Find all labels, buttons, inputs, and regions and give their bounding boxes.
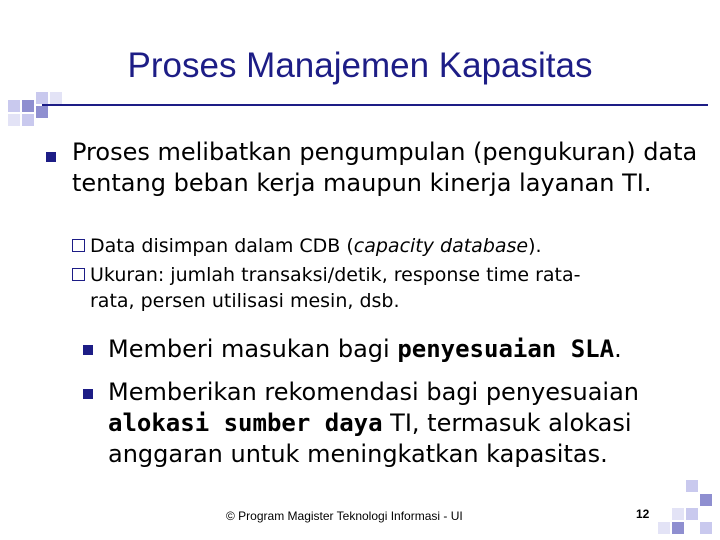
sub-bullet-1-end: ). [528, 235, 542, 257]
hollow-square-bullet-icon [72, 268, 85, 281]
decorative-squares-top-left [0, 92, 72, 132]
square-bullet-icon [83, 345, 93, 355]
title-divider [42, 104, 708, 106]
bullet-2-text: Memberi masukan bagi [108, 335, 398, 363]
bullet-3-bold: alokasi sumber daya [108, 409, 383, 437]
bullet-3 [108, 377, 708, 470]
square-bullet-icon [46, 152, 56, 162]
sub-bullet-2 [72, 262, 702, 288]
bullet-3-text-end: TI, termasuk alokasi anggaran untuk meningkatkan kapasitas. [108, 409, 632, 468]
sub-bullet-2-continued: rata, persen utilisasi mesin, dsb. [90, 290, 400, 312]
bullet-2 [108, 334, 708, 365]
sub-bullet-1 [72, 233, 702, 259]
main-bullet-text: Proses melibatkan pengumpulan (pengukuran) data tentang beban kerja maupun kinerja layanan TI. [72, 138, 698, 197]
square-bullet-icon [83, 389, 93, 399]
bullet-2-bold: penyesuaian SLA [397, 335, 615, 363]
bullet-3-text-start: Memberikan rekomendasi bagi penyesuaian [108, 378, 639, 406]
slide-title: Proses Manajemen Kapasitas [127, 46, 593, 85]
hollow-square-bullet-icon [72, 239, 85, 252]
footer-copyright: © Program Magister Teknologi Informasi - UI [226, 509, 463, 523]
sub-bullet-1-italic: capacity database [353, 235, 529, 257]
page-number: 12 [636, 507, 650, 521]
sub-bullet-2-text: Ukuran: jumlah transaksi/detik, response time rata- [90, 264, 581, 286]
decorative-squares-bottom-right [648, 468, 720, 540]
bullet-2-end: . [614, 335, 622, 363]
sub-bullet-1-text: Data disimpan dalam CDB ( [90, 235, 354, 257]
